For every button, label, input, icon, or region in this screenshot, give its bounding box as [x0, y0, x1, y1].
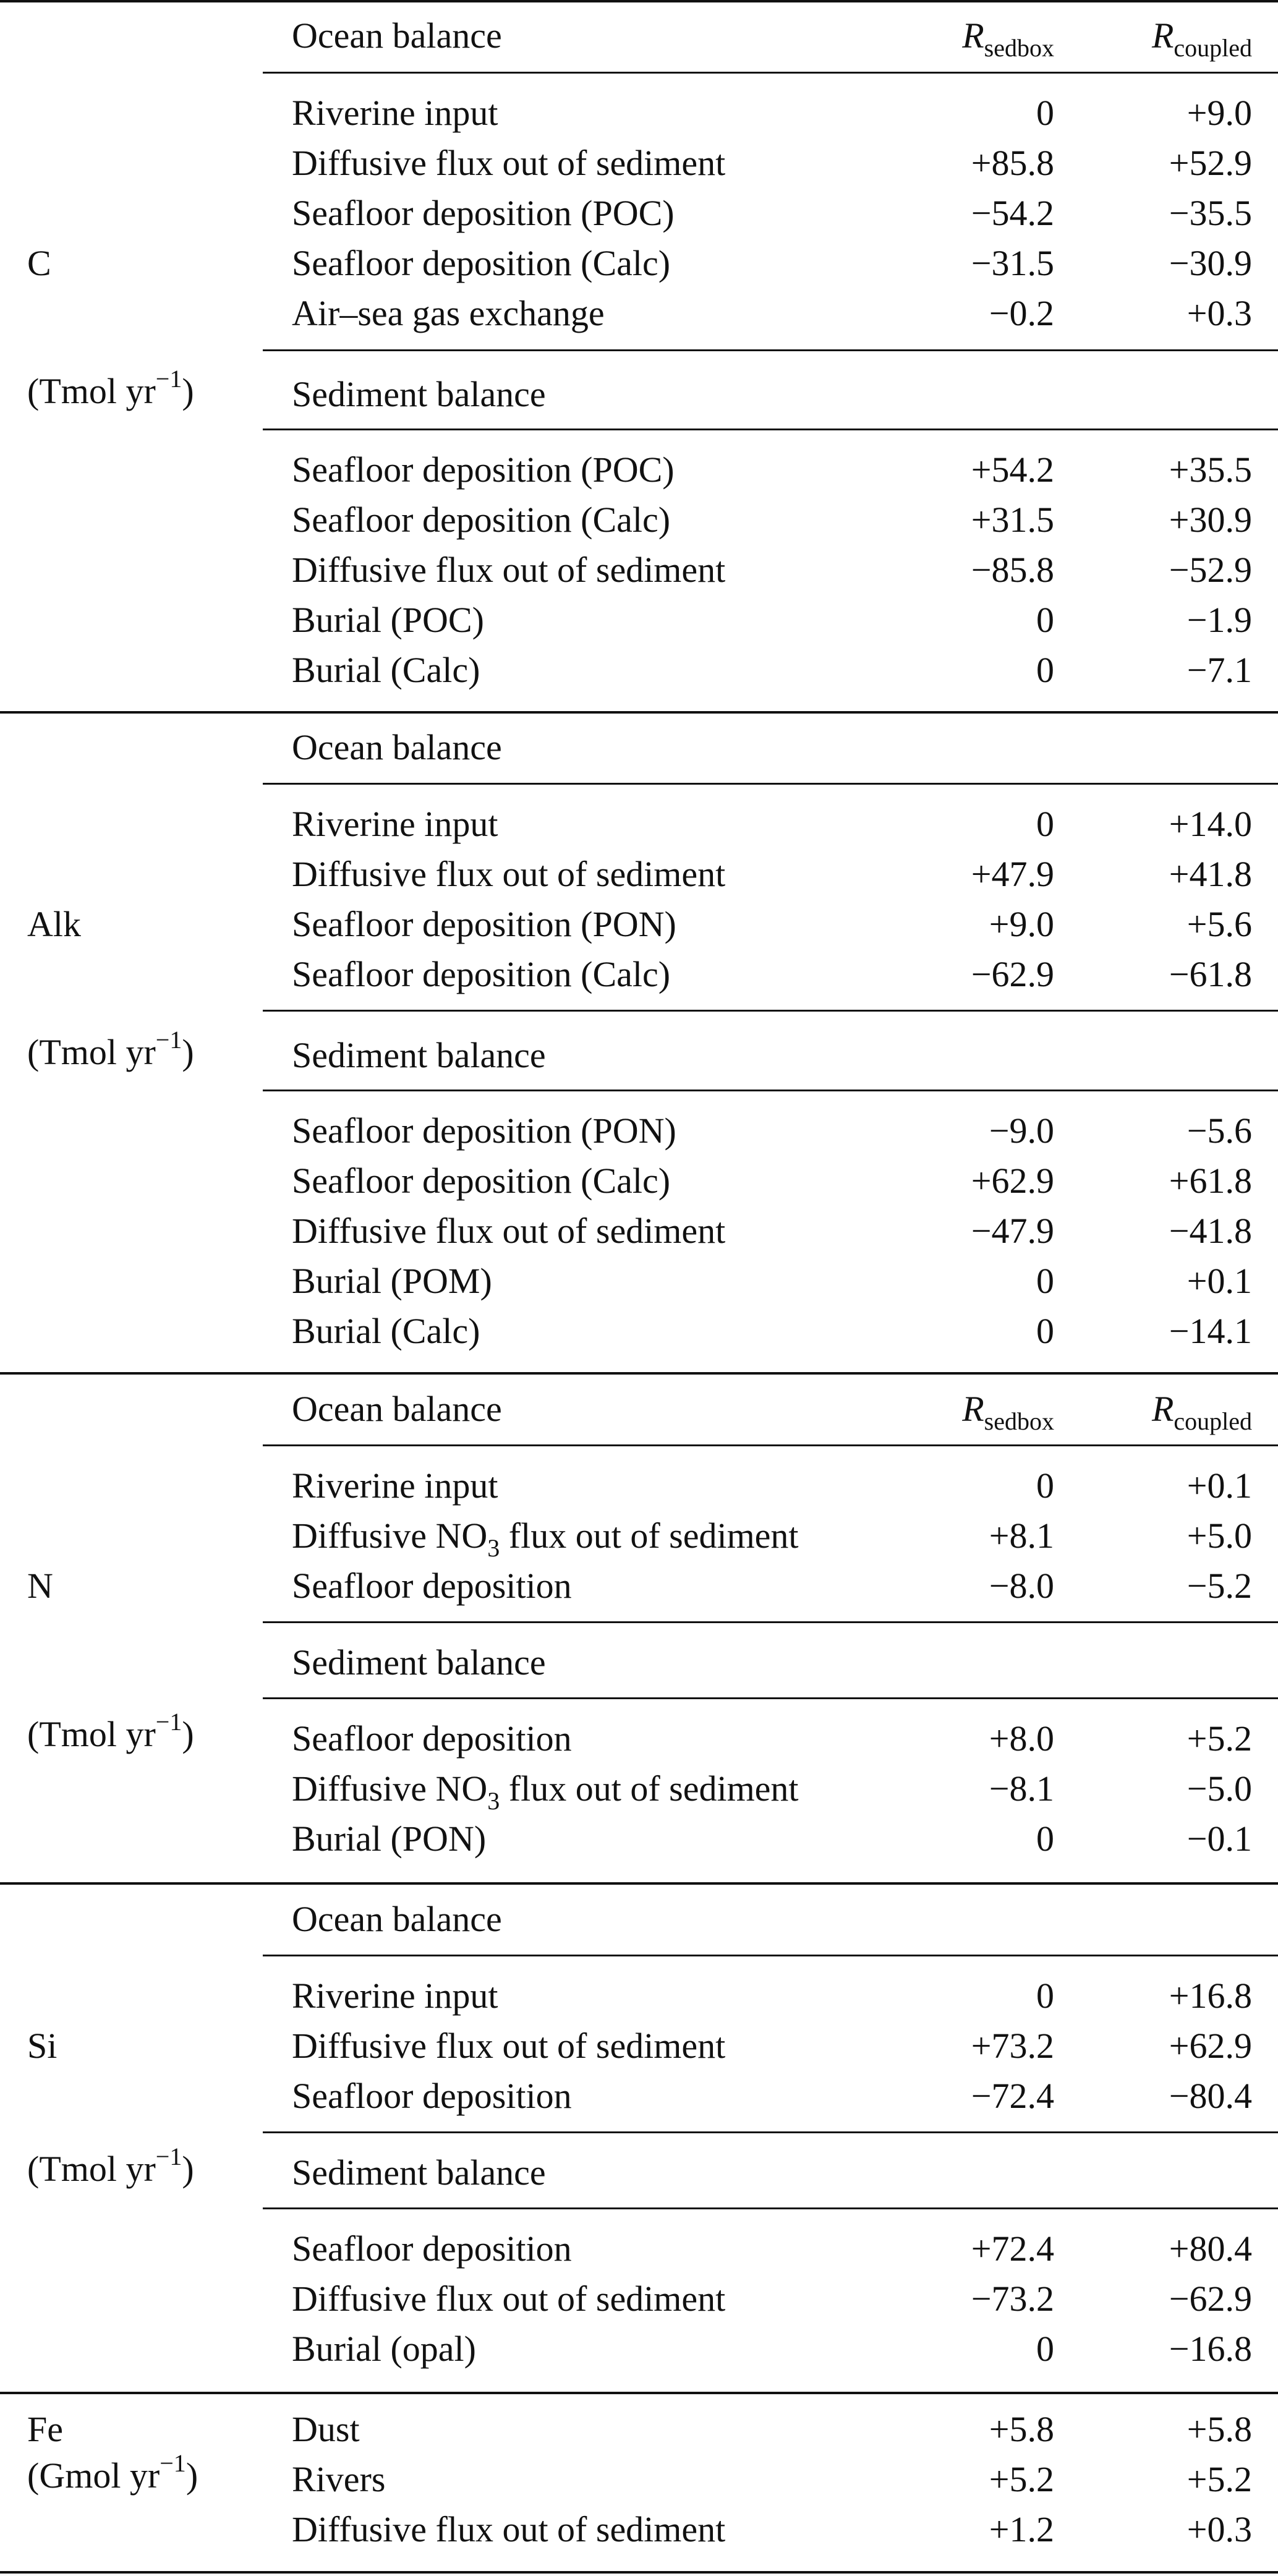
cell-coupled: +16.8	[1169, 1976, 1252, 2016]
cell-coupled: −5.6	[1186, 1111, 1252, 1151]
cell-sedbox: +5.2	[989, 2459, 1054, 2499]
table-row-label: Diffusive flux out of sediment	[292, 550, 726, 590]
cell-coupled: −41.8	[1169, 1211, 1252, 1251]
table-row-label: Seafloor deposition	[292, 1718, 572, 1759]
cell-coupled: +61.8	[1169, 1161, 1252, 1201]
c-sediment-title: Sediment balance	[292, 374, 546, 414]
cell-sedbox: −72.4	[971, 2076, 1054, 2116]
cell-sedbox: 0	[1036, 804, 1054, 844]
table-row-label: Seafloor deposition (POC)	[292, 193, 675, 233]
table-row-label: Riverine input	[292, 804, 498, 844]
rule	[263, 1444, 1278, 1446]
element-label-si: Si	[27, 2026, 58, 2066]
table-row-label: Diffusive flux out of sediment	[292, 2026, 726, 2066]
cell-sedbox: −8.0	[989, 1566, 1054, 1606]
cell-coupled: +0.3	[1186, 293, 1252, 333]
table-row-label: Seafloor deposition	[292, 1566, 572, 1606]
rule-section	[0, 1372, 1278, 1375]
rule	[263, 783, 1278, 785]
cell-sedbox: −47.9	[971, 1211, 1054, 1251]
cell-coupled: −35.5	[1169, 193, 1252, 233]
cell-sedbox: 0	[1036, 1465, 1054, 1506]
cell-coupled: −7.1	[1186, 650, 1252, 690]
rule	[263, 2207, 1278, 2209]
rule-section	[0, 1882, 1278, 1885]
table-row-label: Burial (opal)	[292, 2329, 476, 2369]
cell-sedbox: 0	[1036, 1311, 1054, 1351]
cell-sedbox: +62.9	[971, 1161, 1054, 1201]
cell-sedbox: +31.5	[971, 500, 1054, 540]
rule-section	[0, 711, 1278, 714]
rule	[263, 1955, 1278, 1956]
table-row-label: Burial (POM)	[292, 1261, 492, 1301]
cell-coupled: −14.1	[1169, 1311, 1252, 1351]
unit-label-n: (Tmol $yr^{-1}$)	[27, 1708, 194, 1754]
cell-coupled: +5.0	[1186, 1516, 1252, 1556]
si-ocean-title: Ocean balance	[292, 1899, 502, 1939]
table-row-label: Dust	[292, 2409, 360, 2449]
cell-sedbox: 0	[1036, 650, 1054, 690]
table-row-label: Diffusive $NO_3$ flux out of sediment	[292, 1516, 799, 1562]
element-label-alk: Alk	[27, 904, 81, 944]
table-row-label: Seafloor deposition (POC)	[292, 450, 675, 490]
cell-sedbox: −9.0	[989, 1111, 1054, 1151]
cell-coupled: +35.5	[1169, 450, 1252, 490]
unit-label-si: (Tmol $yr^{-1}$)	[27, 2143, 194, 2189]
table-row-label: Seafloor deposition (Calc)	[292, 954, 671, 994]
cell-coupled: −16.8	[1169, 2329, 1252, 2369]
cell-coupled: −1.9	[1186, 600, 1252, 640]
cell-coupled: +14.0	[1169, 804, 1252, 844]
table-row-label: Seafloor deposition	[292, 2228, 572, 2269]
cell-coupled: −61.8	[1169, 954, 1252, 994]
cell-sedbox: −0.2	[989, 293, 1054, 333]
table-row-label: Air–sea gas exchange	[292, 293, 605, 333]
cell-coupled: +9.0	[1186, 93, 1252, 133]
col-header-sedbox: $R_{sedbox}$	[962, 1389, 1054, 1435]
rule-section	[0, 2392, 1278, 2394]
cell-sedbox: 0	[1036, 93, 1054, 133]
table-row-label: Seafloor deposition (Calc)	[292, 243, 671, 283]
rule-bottom	[0, 2571, 1278, 2574]
table-row-label: Diffusive flux out of sediment	[292, 854, 726, 894]
element-label-n: N	[27, 1566, 53, 1606]
cell-coupled: −0.1	[1186, 1819, 1252, 1859]
cell-coupled: +5.2	[1186, 1718, 1252, 1759]
unit-label-alk: (Tmol $yr^{-1}$)	[27, 1026, 194, 1072]
si-sediment-title: Sediment balance	[292, 2152, 546, 2193]
element-label-fe: Fe	[27, 2409, 63, 2449]
table-row-label: Riverine input	[292, 93, 498, 133]
rule	[263, 2131, 1278, 2133]
cell-coupled: +0.1	[1186, 1261, 1252, 1301]
table-row-label: Seafloor deposition (PON)	[292, 1111, 676, 1151]
table-row-label: Seafloor deposition	[292, 2076, 572, 2116]
rule	[263, 1010, 1278, 1012]
cell-coupled: +30.9	[1169, 500, 1252, 540]
table-row-label: Diffusive flux out of sediment	[292, 2279, 726, 2319]
table-row-label: Diffusive flux out of sediment	[292, 143, 726, 183]
cell-sedbox: −8.1	[989, 1768, 1054, 1809]
col-header-coupled: $R_{coupled}$	[1151, 15, 1252, 62]
cell-coupled: +0.3	[1186, 2509, 1252, 2549]
table-row-label: Burial (Calc)	[292, 650, 480, 690]
cell-coupled: −80.4	[1169, 2076, 1252, 2116]
rule	[263, 429, 1278, 430]
rule	[263, 349, 1278, 351]
alk-sediment-title: Sediment balance	[292, 1035, 546, 1075]
rule	[263, 1697, 1278, 1699]
cell-sedbox: +72.4	[971, 2228, 1054, 2269]
table-row-label: Burial (POC)	[292, 600, 484, 640]
rule-top	[0, 0, 1278, 2]
cell-coupled: −52.9	[1169, 550, 1252, 590]
cell-sedbox: +85.8	[971, 143, 1054, 183]
table-row-label: Riverine input	[292, 1465, 498, 1506]
cell-coupled: +5.8	[1186, 2409, 1252, 2449]
cell-sedbox: +9.0	[989, 904, 1054, 944]
cell-sedbox: −31.5	[971, 243, 1054, 283]
table-row-label: Seafloor deposition (PON)	[292, 904, 676, 944]
table-row-label: Burial (Calc)	[292, 1311, 480, 1351]
cell-coupled: −62.9	[1169, 2279, 1252, 2319]
table-row-label: Burial (PON)	[292, 1819, 487, 1859]
c-ocean-title: Ocean balance	[292, 15, 502, 56]
cell-sedbox: +47.9	[971, 854, 1054, 894]
cell-sedbox: −62.9	[971, 954, 1054, 994]
table-row-label: Diffusive $NO_3$ flux out of sediment	[292, 1768, 799, 1815]
n-ocean-title: Ocean balance	[292, 1389, 502, 1429]
rule	[263, 1090, 1278, 1091]
cell-sedbox: +73.2	[971, 2026, 1054, 2066]
table-row-label: Rivers	[292, 2459, 386, 2499]
alk-ocean-title: Ocean balance	[292, 727, 502, 767]
cell-coupled: +41.8	[1169, 854, 1252, 894]
cell-coupled: −30.9	[1169, 243, 1252, 283]
cell-sedbox: +5.8	[989, 2409, 1054, 2449]
cell-sedbox: −85.8	[971, 550, 1054, 590]
table-row-label: Diffusive flux out of sediment	[292, 2509, 726, 2549]
cell-coupled: +5.2	[1186, 2459, 1252, 2499]
cell-sedbox: 0	[1036, 600, 1054, 640]
rule	[263, 72, 1278, 74]
col-header-sedbox: $R_{sedbox}$	[962, 15, 1054, 62]
cell-coupled: +62.9	[1169, 2026, 1252, 2066]
cell-coupled: +52.9	[1169, 143, 1252, 183]
n-sediment-title: Sediment balance	[292, 1642, 546, 1683]
element-label-c: C	[27, 243, 51, 283]
cell-sedbox: 0	[1036, 1819, 1054, 1859]
unit-label-fe: (Gmol $yr^{-1}$)	[27, 2449, 198, 2496]
cell-sedbox: −73.2	[971, 2279, 1054, 2319]
col-header-coupled: $R_{coupled}$	[1151, 1389, 1252, 1435]
cell-coupled: +5.6	[1186, 904, 1252, 944]
cell-coupled: −5.0	[1186, 1768, 1252, 1809]
table-row-label: Seafloor deposition (Calc)	[292, 500, 671, 540]
table-row-label: Diffusive flux out of sediment	[292, 1211, 726, 1251]
cell-sedbox: +1.2	[989, 2509, 1054, 2549]
cell-sedbox: −54.2	[971, 193, 1054, 233]
unit-label-c: (Tmol $yr^{-1}$)	[27, 365, 194, 411]
cell-coupled: −5.2	[1186, 1566, 1252, 1606]
cell-sedbox: +8.0	[989, 1718, 1054, 1759]
cell-coupled: +0.1	[1186, 1465, 1252, 1506]
table-row-label: Seafloor deposition (Calc)	[292, 1161, 671, 1201]
cell-coupled: +80.4	[1169, 2228, 1252, 2269]
cell-sedbox: 0	[1036, 1976, 1054, 2016]
cell-sedbox: +8.1	[989, 1516, 1054, 1556]
cell-sedbox: 0	[1036, 1261, 1054, 1301]
rule	[263, 1621, 1278, 1623]
cell-sedbox: 0	[1036, 2329, 1054, 2369]
table-row-label: Riverine input	[292, 1976, 498, 2016]
cell-sedbox: +54.2	[971, 450, 1054, 490]
